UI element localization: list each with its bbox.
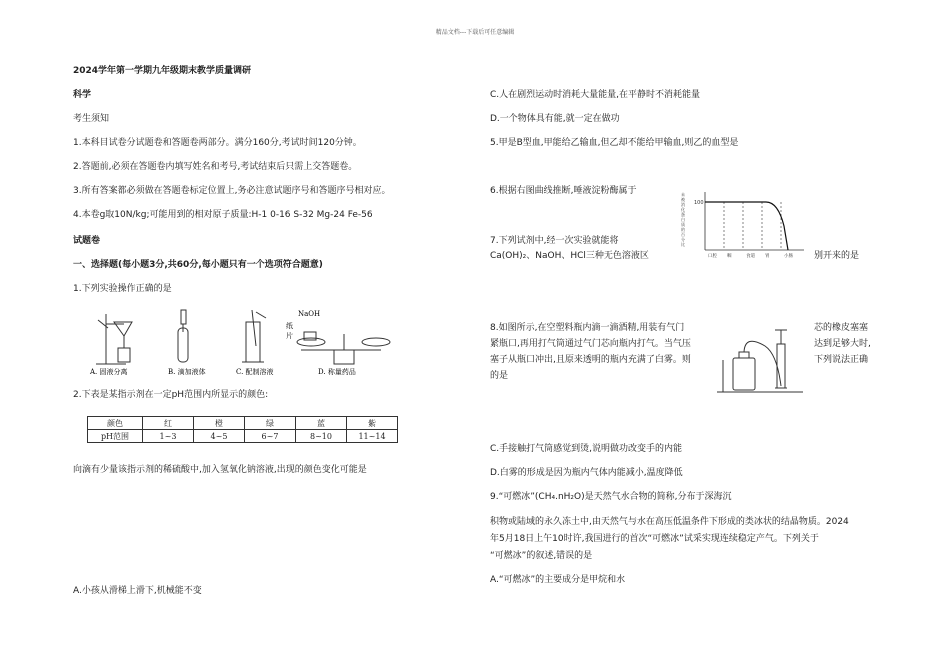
table-cell: 8~10 [296,430,347,443]
table-cell: 橙 [194,417,245,430]
table-cell: 1~3 [143,430,194,443]
table-row [88,430,398,443]
x-tick-label: 咽 [727,254,732,259]
part-one-heading: 一、选择题(每小题3分,共60分,每小题只有一个选项符合题意) [73,260,323,270]
option-d-work: D.一个物体具有能,就一定在做功 [490,114,620,124]
question-8-line-2b: 达到足够大时, [814,339,871,349]
y-label-char: 分 [681,237,685,242]
q1-apparatus-figure [86,306,396,378]
q1-option-a: A. 固液分离 [90,368,128,376]
enzyme-curve [705,202,788,250]
question-7-line-1: 7.下列试剂中,经一次实验就能将 [490,236,619,246]
q1-option-b: B. 滴加液体 [168,368,206,376]
question-8-line-3b: 下列说法正确 [814,355,869,365]
naoh-label: NaOH [298,310,321,318]
table-cell: 颜色 [88,417,143,430]
question-8-line-3: 塞子从瓶口冲出,且原来透明的瓶内充满了白雾。则 [490,355,691,365]
y-label-char: 消 [681,202,685,207]
x-tick-label: 胃 [765,254,770,259]
question-8-line-2: 紧瓶口,再用打气筒通过气门芯向瓶内打气。当气压 [490,339,691,349]
y-tick-100: 100 [694,200,704,206]
option-c-energy: C.人在剧烈运动时消耗大量能量,在平静时不消耗能量 [490,90,701,100]
notice-item-1: 1.本科目试卷分试题卷和答题卷两部分。满分160分,考试时间120分钟。 [73,138,362,148]
table-row [88,417,398,430]
question-9-line-3: 年5月18日上午10时许,我国进行的首次“可燃冰”试采实现连续稳定产气。下列关于 [490,534,819,544]
question-5: 5.甲是B型血,甲能给乙输血,但乙却不能给甲输血,则乙的血型是 [490,138,739,148]
indicator-color-table [87,416,398,443]
question-8-line-1: 8.如图所示,在空塑料瓶内滴一滴酒精,用装有气门 [490,323,685,333]
y-label-char: 质 [681,222,685,227]
bottle-pump-figure [715,326,805,394]
notice-item-4: 4.本卷g取10N/kg;可能用到的相对原子质量:H-1 0-16 S-32 Mg-24 Fe-56 [73,210,373,220]
option-9a: A.“可燃冰”的主要成分是甲烷和水 [490,575,626,585]
table-cell: pH范围 [88,430,143,443]
question-7-line-3: 别开来的是 [814,251,860,261]
question-6: 6.根据右图曲线推断,唾液淀粉酶属于 [490,186,637,196]
y-label-char: 被 [681,197,685,202]
y-label-char: 的 [681,227,685,232]
enzyme-curve-chart [678,186,808,266]
table-cell: 紫 [347,417,398,430]
table-cell: 红 [143,417,194,430]
option-8c: C.手接触打气筒感觉到烫,说明做功改变手的内能 [490,444,683,454]
section-title: 试题卷 [73,236,101,246]
question-8-line-1b: 芯的橡皮塞塞 [814,323,869,333]
table-cell: 11~14 [347,430,398,443]
y-label-char: 百 [681,232,685,237]
paper-label-2: 片 [286,332,293,340]
subject-label: 科学 [73,90,92,100]
table-cell: 绿 [245,417,296,430]
y-label-char: 比 [681,242,685,247]
question-2-continued: 向滴有少量该指示剂的稀硫酸中,加入氢氧化钠溶液,出现的颜色变化可能是 [73,465,367,475]
table-cell: 4~5 [194,430,245,443]
option-a-slide: A.小孩从滑梯上滑下,机械能不变 [73,586,202,596]
page-header: 精品文档---下载后可任意编辑 [435,29,515,36]
question-9-line-4: “可燃冰”的叙述,错误的是 [490,551,593,561]
table-cell: 6~7 [245,430,296,443]
x-tick-label: 食道 [746,254,755,259]
table-cell: 蓝 [296,417,347,430]
y-label-char: 未 [681,192,685,197]
notice-item-3: 3.所有答案都必须做在答题卷标定位置上,务必注意试题序号和答题序号相对应。 [73,186,391,196]
x-tick-label: 小肠 [784,254,793,259]
question-9-line-2: 积物或陆域的永久冻土中,由天然气与水在高压低温条件下形成的类冰状的结晶物质。2024 [490,517,849,527]
q1-option-d: D. 称量药品 [318,368,356,376]
question-8-line-4: 的是 [490,371,509,381]
question-2: 2.下表是某指示剂在一定pH范围内所显示的颜色: [73,390,269,400]
y-label-char: 白 [681,217,685,222]
option-8d: D.白雾的形成是因为瓶内气体内能减小,温度降低 [490,468,683,478]
x-tick-label: 口腔 [708,254,717,259]
notice-title: 考生须知 [73,114,110,124]
paper-label-1: 纸 [286,322,293,330]
question-1: 1.下列实验操作正确的是 [73,284,172,294]
question-9-line-1: 9.“可燃冰”(CH₄.nH₂O)是天然气水合物的简称,分布于深海沉 [490,492,732,502]
y-label-char: 蛋 [681,212,685,217]
exam-title: 2024学年第一学期九年级期末教学质量调研 [73,66,252,76]
notice-item-2: 2.答题前,必须在答题卷内填写姓名和考号,考试结束后只需上交答题卷。 [73,162,358,172]
question-7-line-2: Ca(OH)₂、NaOH、HCl三种无色溶液区 [490,251,649,261]
q1-option-c: C. 配制溶液 [236,368,274,376]
y-label-char: 化 [681,207,685,212]
